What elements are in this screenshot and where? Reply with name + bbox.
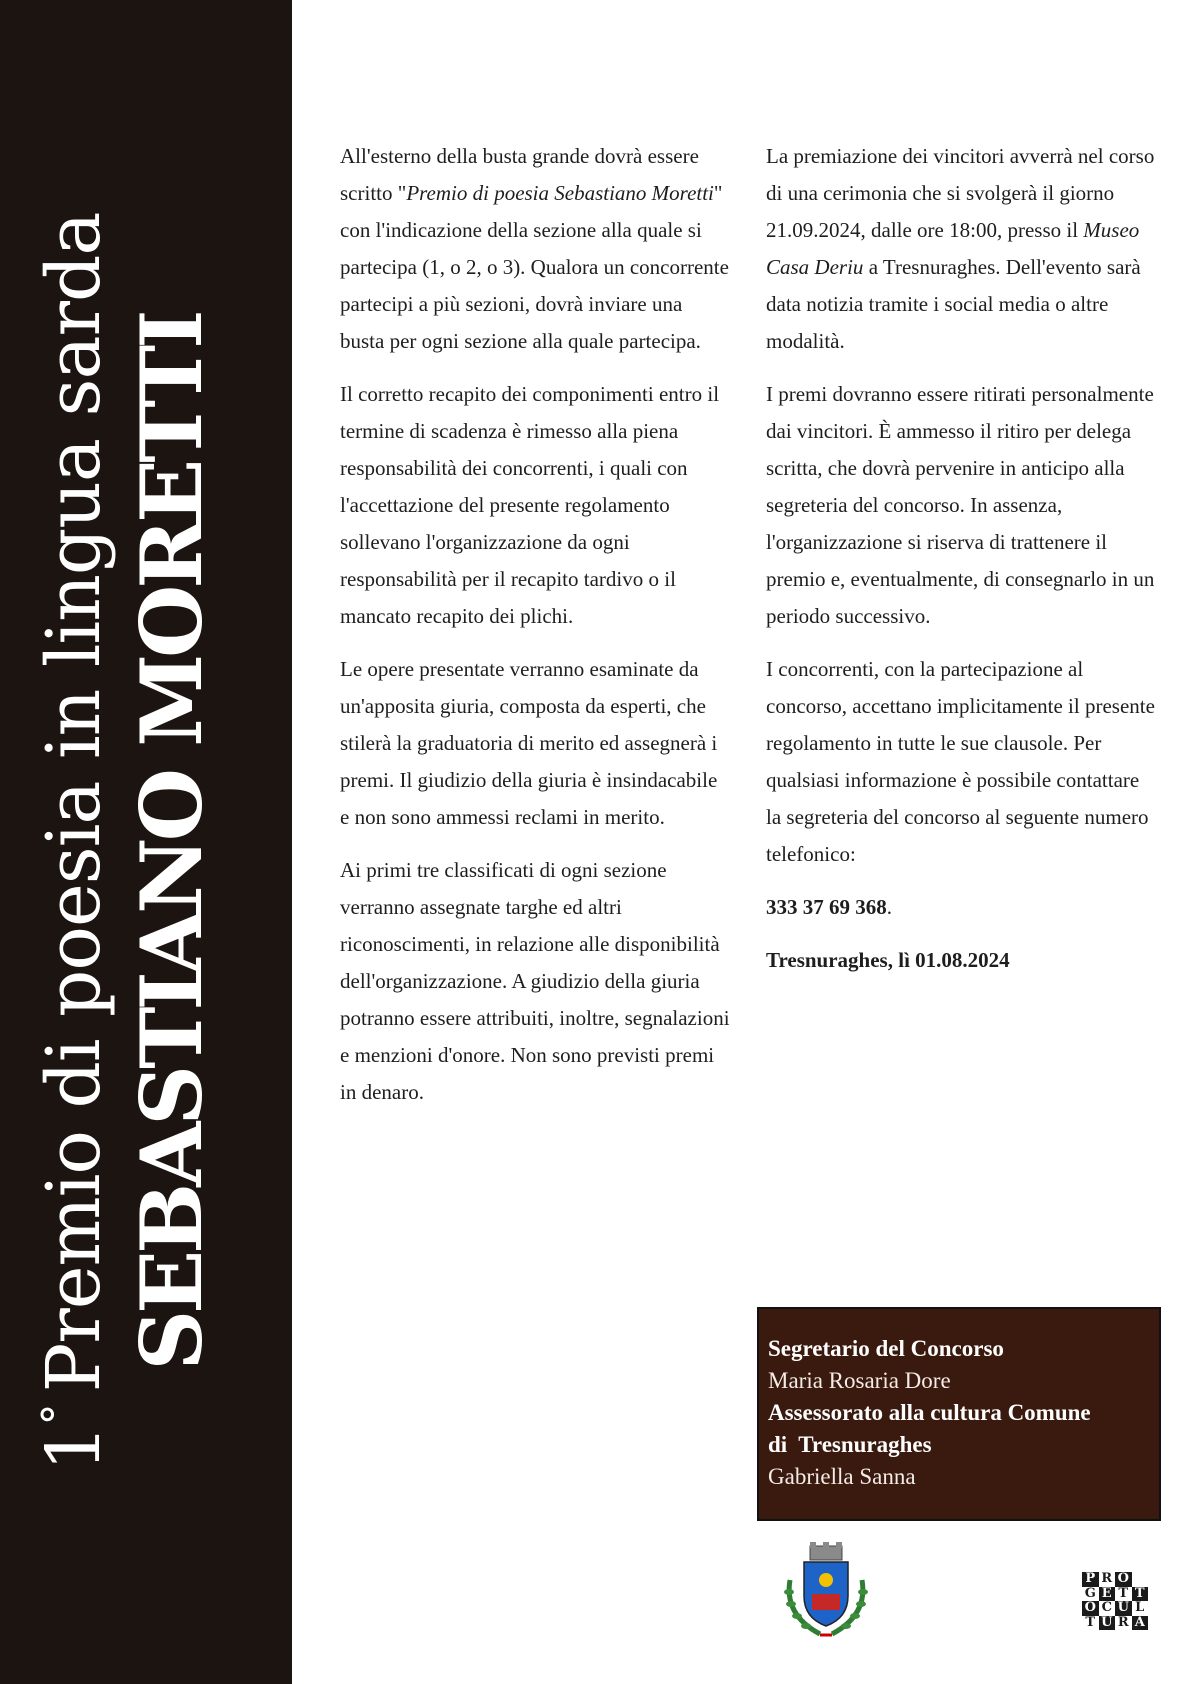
box-heading: di Tresnuraghes	[768, 1432, 932, 1457]
paragraph	[766, 138, 1158, 360]
vertical-title	[26, 92, 266, 1592]
title-degree: °	[33, 1404, 85, 1426]
logo-letter: E	[1099, 1587, 1116, 1602]
paragraph: Ai primi tre classificati di ogni sezione verranno assegnate targhe ed altri riconoscimenti, in relazione alle disponibilità dell'organizzazione. A giudizio della giuria potranno essere attribuiti, inoltre, segnalazioni e menzioni d'onore. Non sono previsti premi in denaro.	[340, 858, 730, 1104]
logo-letter: O	[1082, 1601, 1099, 1616]
box-name: Maria Rosaria Dore	[768, 1368, 951, 1393]
paragraph	[340, 138, 730, 360]
coat-of-arms-icon	[780, 1540, 872, 1640]
box-name: Gabriella Sanna	[768, 1464, 916, 1489]
logo-letter: T	[1115, 1587, 1132, 1602]
text-run: " con l'indicazione della sezione alla quale si partecipa (1, o 2, o 3). Qualora un concorrente partecipi a più sezioni, dovrà inviare una busta per ogni sezione alla quale partecipa.	[340, 181, 729, 353]
title-rest: Premio di poesia in lingua sarda	[31, 212, 117, 1393]
italic-text: Museo Casa Deriu	[766, 218, 1140, 279]
contact-box	[757, 1307, 1161, 1521]
place-date: Tresnuraghes, lì 01.08.2024	[766, 948, 1010, 972]
phone-line	[766, 889, 1158, 926]
logo-letter: A	[1132, 1616, 1149, 1631]
logo-letter	[1132, 1572, 1149, 1587]
paragraph: Le opere presentate verranno esaminate da un'apposita giuria, composta da esperti, che stilerà la graduatoria di merito ed assegnerà i premi. Il giudizio della giuria è insindacabile e non sono ammessi reclami in merito.	[340, 657, 718, 829]
logo-letter: G	[1082, 1587, 1099, 1602]
logo-letter: T	[1082, 1616, 1099, 1631]
title-line-1	[26, 92, 122, 1592]
sidebar	[0, 0, 292, 1684]
logo-letter: R	[1099, 1572, 1116, 1587]
logo-letter: R	[1115, 1616, 1132, 1631]
title-name: SEBASTIANO MORETTI	[122, 313, 221, 1371]
text-run: All'esterno della busta grande dovrà essere scritto "	[340, 144, 699, 205]
logo-letter: C	[1099, 1601, 1116, 1616]
paragraph: Il corretto recapito dei componimenti entro il termine di scadenza è rimesso alla piena responsabilità dei concorrenti, i quali con l'accettazione del presente regolamento sollevano l'organizzazione da ogni responsabilità per il recapito tardivo o il mancato recapito dei plichi.	[340, 382, 720, 628]
paragraph: I premi dovranno essere ritirati personalmente dai vincitori. È ammesso il ritiro per delega scritta, che dovrà pervenire in anticipo alla segreteria del concorso. In assenza, l'organizzazione si riserva di trattenere il premio e, eventualmente, di consegnarlo in un periodo successivo.	[766, 382, 1155, 628]
phone-number: 333 37 69 368	[766, 895, 887, 919]
box-heading: Segretario del Concorso	[768, 1336, 1004, 1361]
logo-letter: P	[1082, 1572, 1099, 1587]
paragraph: I concorrenti, con la partecipazione al concorso, accettano implicitamente il presente regolamento in tutte le sue clausole. Per qualsiasi informazione è possibile contattare la segreteria del concorso al seguente numero telefonico:	[766, 657, 1155, 866]
title-ordinal: 1	[31, 1425, 117, 1472]
logo-letter: L	[1132, 1601, 1149, 1616]
logo-letter: U	[1099, 1616, 1116, 1631]
logo-letter: T	[1132, 1587, 1149, 1602]
text-column-right	[766, 138, 1158, 995]
text-run: a Tresnuraghes. Dell'evento sarà data notizia tramite i social media o altre modalità.	[766, 255, 1141, 353]
text-column-left	[340, 138, 730, 1127]
italic-text: Premio di poesia Sebastiano Moretti	[406, 181, 714, 205]
text-run: .	[886, 895, 892, 919]
text-run: La premiazione dei vincitori avverrà nel corso di una cerimonia che si svolgerà il giorno 21.09.2024, dalle ore 18:00, presso il	[766, 144, 1155, 242]
logo-letter: U	[1115, 1601, 1132, 1616]
box-heading: Assessorato alla cultura Comune	[768, 1400, 1091, 1425]
progetto-cultura-logo	[1082, 1572, 1148, 1630]
logo-letter: O	[1115, 1572, 1132, 1587]
